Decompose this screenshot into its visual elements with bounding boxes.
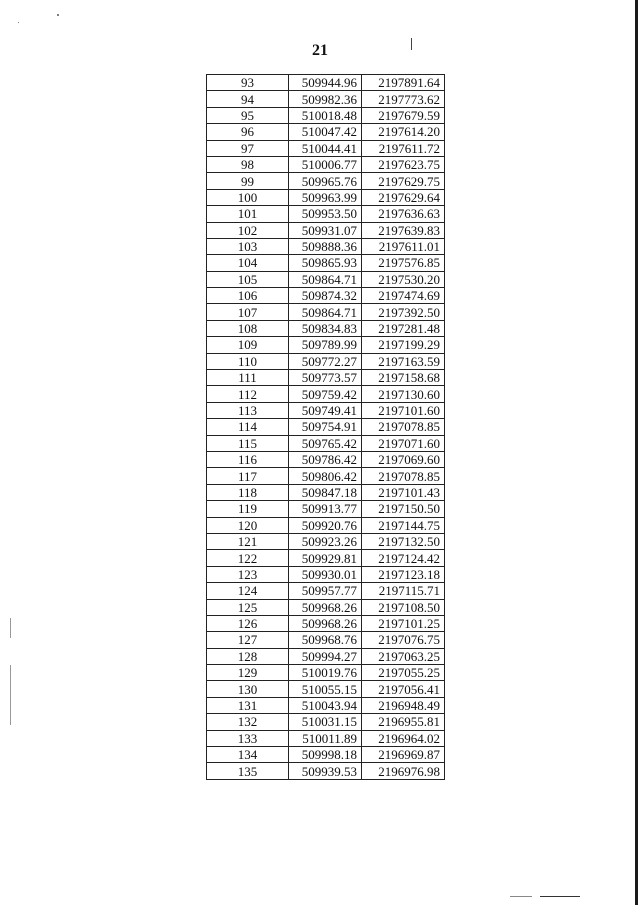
y-coordinate-cell: 2197629.75 <box>362 173 445 189</box>
x-coordinate-cell: 509786.42 <box>289 451 362 467</box>
point-number-cell: 97 <box>207 140 289 156</box>
point-number-cell: 104 <box>207 255 289 271</box>
y-coordinate-cell: 2197629.64 <box>362 189 445 205</box>
table-row <box>207 451 445 467</box>
y-coordinate-cell: 2197158.68 <box>362 370 445 386</box>
point-number-cell: 110 <box>207 353 289 369</box>
table-row <box>207 238 445 254</box>
table-row <box>207 566 445 582</box>
point-number-cell: 108 <box>207 320 289 336</box>
scan-speck <box>18 22 19 23</box>
x-coordinate-cell: 509963.99 <box>289 189 362 205</box>
x-coordinate-cell: 510044.41 <box>289 140 362 156</box>
table-row <box>207 484 445 500</box>
point-number-cell: 105 <box>207 271 289 287</box>
table-row <box>207 140 445 156</box>
table-row <box>207 91 445 107</box>
y-coordinate-cell: 2197199.29 <box>362 337 445 353</box>
x-coordinate-cell: 509968.26 <box>289 599 362 615</box>
point-number-cell: 107 <box>207 304 289 320</box>
y-coordinate-cell: 2197101.60 <box>362 402 445 418</box>
scan-edge-line <box>635 0 638 905</box>
point-number-cell: 94 <box>207 91 289 107</box>
point-number-cell: 130 <box>207 681 289 697</box>
y-coordinate-cell: 2197611.72 <box>362 140 445 156</box>
x-coordinate-cell: 509864.71 <box>289 271 362 287</box>
y-coordinate-cell: 2197163.59 <box>362 353 445 369</box>
y-coordinate-cell: 2196955.81 <box>362 714 445 730</box>
coordinates-table-body <box>207 75 445 780</box>
table-row <box>207 173 445 189</box>
table-row <box>207 337 445 353</box>
point-number-cell: 113 <box>207 402 289 418</box>
y-coordinate-cell: 2197069.60 <box>362 451 445 467</box>
x-coordinate-cell: 510019.76 <box>289 665 362 681</box>
table-row <box>207 107 445 123</box>
x-coordinate-cell: 509994.27 <box>289 648 362 664</box>
y-coordinate-cell: 2197891.64 <box>362 75 445 91</box>
x-coordinate-cell: 509998.18 <box>289 747 362 763</box>
y-coordinate-cell: 2196976.98 <box>362 763 445 779</box>
point-number-cell: 120 <box>207 517 289 533</box>
x-coordinate-cell: 509772.27 <box>289 353 362 369</box>
x-coordinate-cell: 509982.36 <box>289 91 362 107</box>
y-coordinate-cell: 2197115.71 <box>362 583 445 599</box>
table-row <box>207 222 445 238</box>
point-number-cell: 112 <box>207 386 289 402</box>
y-coordinate-cell: 2197101.25 <box>362 615 445 631</box>
point-number-cell: 127 <box>207 632 289 648</box>
point-number-cell: 114 <box>207 419 289 435</box>
y-coordinate-cell: 2197108.50 <box>362 599 445 615</box>
point-number-cell: 129 <box>207 665 289 681</box>
point-number-cell: 134 <box>207 747 289 763</box>
table-row <box>207 353 445 369</box>
y-coordinate-cell: 2196969.87 <box>362 747 445 763</box>
x-coordinate-cell: 510047.42 <box>289 124 362 140</box>
y-coordinate-cell: 2197078.85 <box>362 468 445 484</box>
x-coordinate-cell: 509789.99 <box>289 337 362 353</box>
point-number-cell: 111 <box>207 370 289 386</box>
coordinates-table <box>206 74 445 780</box>
table-row <box>207 550 445 566</box>
x-coordinate-cell: 509965.76 <box>289 173 362 189</box>
x-coordinate-cell: 510018.48 <box>289 107 362 123</box>
table-row <box>207 665 445 681</box>
point-number-cell: 135 <box>207 763 289 779</box>
table-row <box>207 468 445 484</box>
point-number-cell: 102 <box>207 222 289 238</box>
x-coordinate-cell: 509939.53 <box>289 763 362 779</box>
x-coordinate-cell: 509847.18 <box>289 484 362 500</box>
scan-left-mark <box>10 665 11 725</box>
table-row <box>207 402 445 418</box>
table-row <box>207 75 445 91</box>
x-coordinate-cell: 509865.93 <box>289 255 362 271</box>
x-coordinate-cell: 509749.41 <box>289 402 362 418</box>
point-number-cell: 100 <box>207 189 289 205</box>
x-coordinate-cell: 509874.32 <box>289 288 362 304</box>
table-row <box>207 419 445 435</box>
y-coordinate-cell: 2197392.50 <box>362 304 445 320</box>
scan-bottom-line <box>540 896 580 897</box>
table-row <box>207 370 445 386</box>
table-row <box>207 599 445 615</box>
y-coordinate-cell: 2197063.25 <box>362 648 445 664</box>
table-row <box>207 648 445 664</box>
x-coordinate-cell: 509888.36 <box>289 238 362 254</box>
x-coordinate-cell: 509834.83 <box>289 320 362 336</box>
table-row <box>207 435 445 451</box>
y-coordinate-cell: 2197639.83 <box>362 222 445 238</box>
point-number-cell: 117 <box>207 468 289 484</box>
x-coordinate-cell: 510043.94 <box>289 697 362 713</box>
x-coordinate-cell: 509913.77 <box>289 501 362 517</box>
y-coordinate-cell: 2197130.60 <box>362 386 445 402</box>
point-number-cell: 132 <box>207 714 289 730</box>
y-coordinate-cell: 2197078.85 <box>362 419 445 435</box>
table-row <box>207 386 445 402</box>
scan-bottom-dash <box>510 896 532 897</box>
table-row <box>207 206 445 222</box>
point-number-cell: 131 <box>207 697 289 713</box>
page-number: 21 <box>312 42 328 59</box>
x-coordinate-cell: 510006.77 <box>289 156 362 172</box>
point-number-cell: 98 <box>207 156 289 172</box>
y-coordinate-cell: 2196948.49 <box>362 697 445 713</box>
point-number-cell: 123 <box>207 566 289 582</box>
scan-speck <box>57 14 59 16</box>
table-row <box>207 124 445 140</box>
table-row <box>207 714 445 730</box>
table-row <box>207 189 445 205</box>
scan-left-mark <box>10 618 11 638</box>
point-number-cell: 128 <box>207 648 289 664</box>
x-coordinate-cell: 509864.71 <box>289 304 362 320</box>
table-row <box>207 583 445 599</box>
point-number-cell: 95 <box>207 107 289 123</box>
table-row <box>207 681 445 697</box>
point-number-cell: 93 <box>207 75 289 91</box>
x-coordinate-cell: 509765.42 <box>289 435 362 451</box>
table-row <box>207 615 445 631</box>
x-coordinate-cell: 509953.50 <box>289 206 362 222</box>
point-number-cell: 103 <box>207 238 289 254</box>
y-coordinate-cell: 2197773.62 <box>362 91 445 107</box>
table-row <box>207 632 445 648</box>
y-coordinate-cell: 2197124.42 <box>362 550 445 566</box>
table-row <box>207 320 445 336</box>
y-coordinate-cell: 2197611.01 <box>362 238 445 254</box>
x-coordinate-cell: 510011.89 <box>289 730 362 746</box>
point-number-cell: 116 <box>207 451 289 467</box>
y-coordinate-cell: 2197055.25 <box>362 665 445 681</box>
x-coordinate-cell: 509931.07 <box>289 222 362 238</box>
y-coordinate-cell: 2197150.50 <box>362 501 445 517</box>
x-coordinate-cell: 509806.42 <box>289 468 362 484</box>
point-number-cell: 99 <box>207 173 289 189</box>
table-row <box>207 501 445 517</box>
x-coordinate-cell: 509759.42 <box>289 386 362 402</box>
y-coordinate-cell: 2197530.20 <box>362 271 445 287</box>
x-coordinate-cell: 509920.76 <box>289 517 362 533</box>
point-number-cell: 115 <box>207 435 289 451</box>
point-number-cell: 106 <box>207 288 289 304</box>
y-coordinate-cell: 2197076.75 <box>362 632 445 648</box>
table-row <box>207 255 445 271</box>
x-coordinate-cell: 509929.81 <box>289 550 362 566</box>
x-coordinate-cell: 509968.26 <box>289 615 362 631</box>
x-coordinate-cell: 509923.26 <box>289 533 362 549</box>
table-row <box>207 517 445 533</box>
y-coordinate-cell: 2197474.69 <box>362 288 445 304</box>
table-row <box>207 730 445 746</box>
x-coordinate-cell: 509968.76 <box>289 632 362 648</box>
point-number-cell: 124 <box>207 583 289 599</box>
table-row <box>207 763 445 779</box>
point-number-cell: 133 <box>207 730 289 746</box>
x-coordinate-cell: 509930.01 <box>289 566 362 582</box>
x-coordinate-cell: 510031.15 <box>289 714 362 730</box>
point-number-cell: 119 <box>207 501 289 517</box>
y-coordinate-cell: 2197623.75 <box>362 156 445 172</box>
y-coordinate-cell: 2196964.02 <box>362 730 445 746</box>
x-coordinate-cell: 510055.15 <box>289 681 362 697</box>
point-number-cell: 122 <box>207 550 289 566</box>
x-coordinate-cell: 509957.77 <box>289 583 362 599</box>
y-coordinate-cell: 2197132.50 <box>362 533 445 549</box>
y-coordinate-cell: 2197679.59 <box>362 107 445 123</box>
x-coordinate-cell: 509754.91 <box>289 419 362 435</box>
table-row <box>207 156 445 172</box>
y-coordinate-cell: 2197123.18 <box>362 566 445 582</box>
y-coordinate-cell: 2197071.60 <box>362 435 445 451</box>
y-coordinate-cell: 2197101.43 <box>362 484 445 500</box>
table-row <box>207 271 445 287</box>
y-coordinate-cell: 2197576.85 <box>362 255 445 271</box>
table-row <box>207 747 445 763</box>
table-row <box>207 533 445 549</box>
x-coordinate-cell: 509773.57 <box>289 370 362 386</box>
y-coordinate-cell: 2197614.20 <box>362 124 445 140</box>
y-coordinate-cell: 2197636.63 <box>362 206 445 222</box>
table-row <box>207 697 445 713</box>
y-coordinate-cell: 2197056.41 <box>362 681 445 697</box>
point-number-cell: 118 <box>207 484 289 500</box>
y-coordinate-cell: 2197144.75 <box>362 517 445 533</box>
table-row <box>207 288 445 304</box>
point-number-cell: 126 <box>207 615 289 631</box>
table-row <box>207 304 445 320</box>
y-coordinate-cell: 2197281.48 <box>362 320 445 336</box>
point-number-cell: 121 <box>207 533 289 549</box>
x-coordinate-cell: 509944.96 <box>289 75 362 91</box>
point-number-cell: 125 <box>207 599 289 615</box>
point-number-cell: 101 <box>207 206 289 222</box>
point-number-cell: 96 <box>207 124 289 140</box>
point-number-cell: 109 <box>207 337 289 353</box>
